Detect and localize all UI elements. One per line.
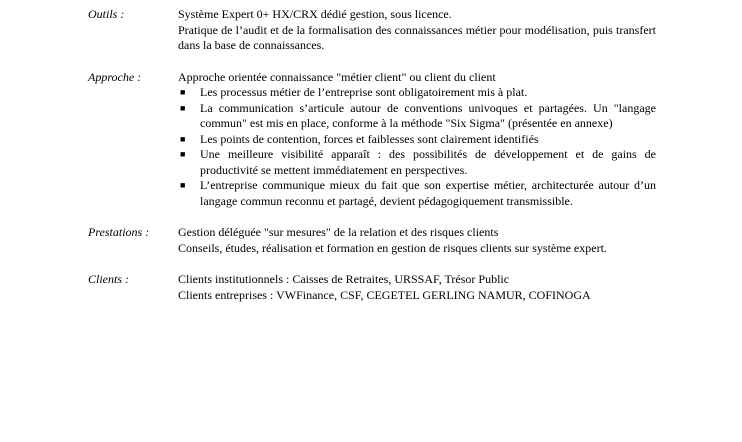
bullet-list — [178, 85, 656, 209]
square-bullet-icon: ■ — [180, 149, 186, 159]
paragraph: Conseils, études, réalisation et formation en gestion de risques clients sur système expert. — [178, 240, 607, 255]
list-item-text: Une meilleure visibilité apparaît : des possibilités de développement et de gains de productivité se mettent immédiatement en perspectives. — [200, 147, 656, 177]
section-content-prestations — [178, 225, 656, 256]
list-item-text: La communication s’articule autour de conventions univoques et partagées. Un "langage commun" est mis en place, conforme à la méthode "Six Sigma" (présentée en annexe) — [200, 100, 656, 130]
section-content-clients — [178, 272, 656, 303]
list-item — [178, 178, 656, 209]
paragraph: Pratique de l’audit et de la formalisation des connaissances métier pour modélisation, puis transfert dans la base de connaissances. — [178, 22, 656, 52]
square-bullet-icon: ■ — [180, 180, 186, 190]
square-bullet-icon: ■ — [180, 87, 186, 97]
paragraph: Clients entreprises : VWFinance, CSF, CEGETEL GERLING NAMUR, COFINOGA — [178, 287, 591, 302]
list-item-text: L’entreprise communique mieux du fait que son expertise métier, architecturée autour d’un langage commun reconnu et partagé, devient pédagogiquement transmissible. — [200, 178, 656, 208]
section-clients — [0, 272, 742, 303]
paragraph: Gestion déléguée "sur mesures" de la relation et des risques clients — [178, 225, 499, 239]
list-item — [178, 132, 656, 148]
section-approche — [0, 70, 742, 210]
list-item — [178, 85, 656, 101]
section-label-prestations: Prestations : — [88, 225, 150, 239]
list-item-text: Les processus métier de l’entreprise sont obligatoirement mis à plat. — [200, 85, 528, 99]
paragraph: Clients institutionnels : Caisses de Retraites, URSSAF, Trésor Public — [178, 272, 510, 286]
list-item — [178, 147, 656, 178]
paragraph: Système Expert 0+ HX/CRX dédié gestion, sous licence. — [178, 7, 452, 21]
list-item-text: Les points de contention, forces et faiblesses sont clairement identifiés — [200, 131, 539, 146]
square-bullet-icon: ■ — [180, 102, 186, 113]
document-body — [0, 7, 742, 319]
list-item — [178, 101, 656, 132]
section-label-clients: Clients : — [88, 272, 129, 286]
section-content-approche — [178, 70, 656, 210]
section-label-approche: Approche : — [88, 69, 142, 84]
section-content-outils — [178, 7, 656, 54]
section-outils — [0, 7, 742, 54]
section-label-outils: Outils : — [88, 7, 125, 21]
section-prestations — [0, 225, 742, 256]
square-bullet-icon: ■ — [180, 133, 186, 144]
paragraph: Approche orientée connaissance "métier client" ou client du client — [178, 69, 496, 84]
